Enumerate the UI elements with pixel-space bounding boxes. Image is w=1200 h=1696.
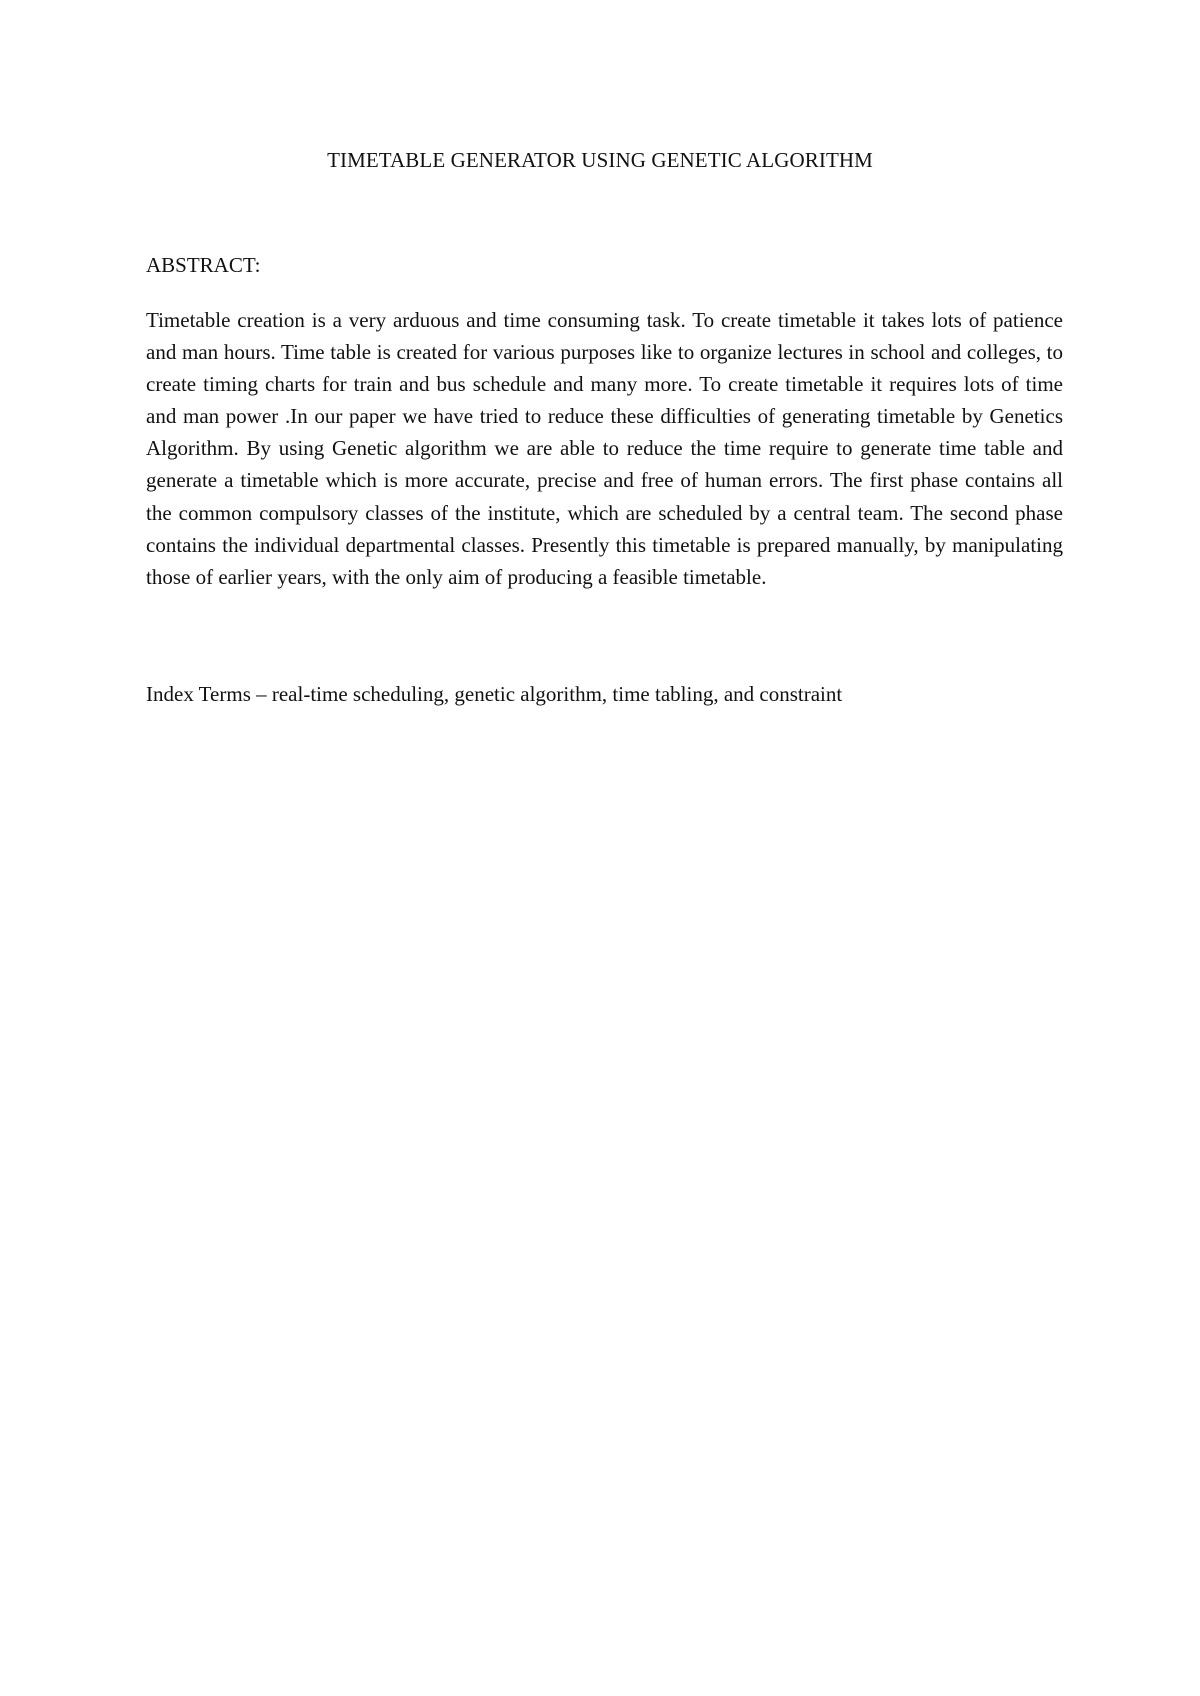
index-terms: Index Terms – real-time scheduling, genetic algorithm, time tabling, and constraint xyxy=(146,682,843,706)
abstract-heading: ABSTRACT: xyxy=(146,253,261,277)
abstract-paragraph: Timetable creation is a very arduous and time consuming task. To create timetable it takes lots of patience and man hours. Time table is created for various purposes like to organize lectures in school and colleges, to create timing charts for train and bus schedule and many more. To create timetable it requires lots of time and man power .In our paper we have tried to reduce these difficulties of generating timetable by Genetics Algorithm. By using Genetic algorithm we are able to reduce the time require to generate time table and generate a timetable which is more accurate, precise and free of human errors. The first phase contains all the common compulsory classes of the institute, which are scheduled by a central team. The second phase contains the individual departmental classes. Presently this timetable is prepared manually, by manipulating those of earlier years, with the only aim of producing a feasible timetable. xyxy=(146,308,1063,589)
paper-title: TIMETABLE GENERATOR USING GENETIC ALGORITHM xyxy=(327,148,873,172)
